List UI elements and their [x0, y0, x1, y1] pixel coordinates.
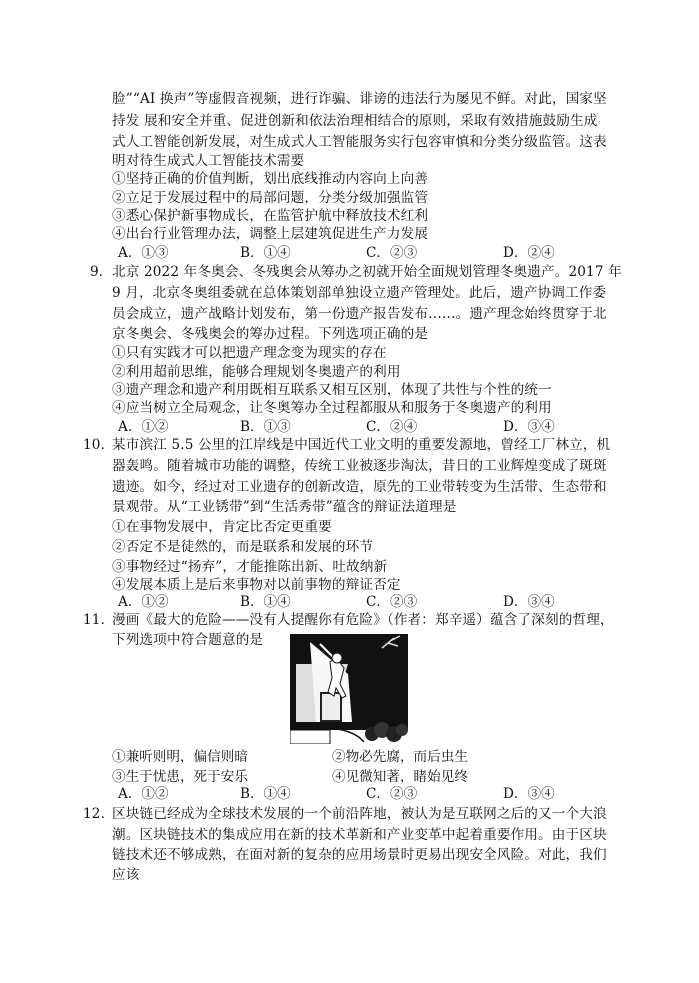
q9-item: ④应当树立全局观念，让冬奥筹办全过程都服从和服务于冬奥遗产的利用: [112, 400, 552, 416]
q8-item: ①坚持正确的价值判断，划出底线推动内容向上向善: [112, 171, 429, 187]
q11-option-a[interactable]: A．①②: [118, 786, 169, 802]
q12-stem-line: 区块链已经成为全球技术发展的一个前沿阵地，被认为是互联网之后的又一个大浪: [112, 806, 607, 822]
q8-stem-line: 明对待生成式人工智能技术需要: [112, 153, 305, 169]
q10-options: [118, 593, 578, 612]
q11-option-d[interactable]: D．③④: [503, 786, 555, 802]
q8-item: ③悉心保护新事物成长，在监管护航中释放技术红利: [112, 208, 429, 224]
q8-stem-line: 式人工智能创新发展，对生成式人工智能服务实行包容审慎和分类分级监管。这表: [112, 134, 607, 150]
q8-option-a[interactable]: A．①③: [118, 245, 169, 261]
q9-option-c[interactable]: C．②④: [366, 419, 418, 435]
q9-stem-line: 京冬奥会、冬残奥会的筹办过程。下列选项正确的是: [112, 326, 429, 342]
q11-item: ③生于忧患，死于安乐: [112, 769, 248, 785]
q9-item: ①只有实践才可以把遗产理念变为现实的存在: [112, 345, 387, 361]
q11-option-b[interactable]: B．①④: [240, 786, 291, 802]
q12-number: 12．: [83, 806, 115, 822]
q9-item: ③遗产理念和遗产利用既相互联系又相互区别，体现了共性与个性的统一: [112, 382, 552, 398]
q11-items-row-1: [112, 748, 572, 767]
q9-option-b[interactable]: B．①③: [240, 419, 291, 435]
q8-stem-line: 持发 展和安全并重、促进创新和依法治理相结合的原则，采取有效措施鼓励生成: [112, 113, 598, 129]
q9-option-a[interactable]: A．①②: [118, 419, 169, 435]
q11-stem-line: 漫画《最大的危险——没有人提醒你有危险》（作者：郑辛遥）蕴含了深刻的哲理，: [112, 612, 614, 628]
q9-stem-line: 9 月，北京冬奥组委就在总体策划部单独设立遗产管理处。此后，遗产协调工作委: [112, 285, 607, 301]
q9-number: 9．: [90, 264, 113, 280]
q9-option-d[interactable]: D．③④: [503, 419, 555, 435]
q8-stem-line: 脸”“AI 换声”等虚假音视频，进行诈骗、诽谤的违法行为屡见不鲜。对此，国家坚: [112, 91, 607, 107]
q11-item: ②物必先腐，而后虫生: [332, 749, 468, 765]
q11-item: ④见微知著，睹始见终: [332, 769, 468, 785]
q11-stem-line: 下列选项中符合题意的是: [112, 632, 264, 648]
q10-item: ④发展本质上是后来事物对以前事物的辩证否定: [112, 577, 401, 593]
q10-option-d[interactable]: D．③④: [503, 594, 555, 610]
q9-stem-line: 员会成立，遗产战略计划发布，第一份遗产报告发布……。遗产理念始终贯穿于北: [112, 306, 607, 322]
q11-options: [118, 785, 578, 804]
q12-stem-line: 应该: [112, 867, 140, 883]
q9-stem-line: 北京 2022 年冬奥会、冬残奥会从筹办之初就开始全面规划管理冬奥遗产。2017 年: [112, 264, 622, 280]
q10-item: ①在事物发展中，肯定比否定更重要: [112, 519, 332, 535]
q11-option-c[interactable]: C．②③: [366, 786, 418, 802]
q10-number: 10．: [83, 437, 115, 453]
q10-stem-line: 某市滨江 5.5 公里的江岸线是中国近代工业文明的重要发源地，曾经工厂林立，机: [112, 437, 611, 453]
q11-number: 11．: [83, 612, 115, 628]
cartoon-image: [290, 634, 408, 744]
q10-option-c[interactable]: C．②③: [366, 594, 418, 610]
q10-option-b[interactable]: B．①④: [240, 594, 291, 610]
q9-options: [118, 418, 578, 437]
q8-option-c[interactable]: C．②③: [366, 245, 418, 261]
q8-option-d[interactable]: D．②④: [503, 245, 555, 261]
q10-stem-line: 遗迹。如今，经过对工业遗存的创新改造，原先的工业带转变为生活带、生态带和: [112, 479, 607, 495]
q10-item: ②否定不是徒然的，而是联系和发展的环节: [112, 539, 374, 555]
q10-option-a[interactable]: A．①②: [118, 594, 169, 610]
q8-options: [118, 244, 578, 263]
q10-item: ③事物经过“扬弃”，才能推陈出新、吐故纳新: [112, 559, 388, 575]
q8-option-b[interactable]: B．①④: [240, 245, 291, 261]
q9-item: ②利用超前思维，能够合理规划冬奥遗产的利用: [112, 364, 401, 380]
q10-stem-line: 器轰鸣。随着城市功能的调整，传统工业被逐步淘汰，昔日的工业辉煌变成了斑斑: [112, 458, 607, 474]
q12-stem-line: 潮。区块链技术的集成应用在新的技术革新和产业变革中起着重要作用。由于区块: [112, 827, 607, 843]
q8-item: ④出台行业管理办法，调整上层建筑促进生产力发展: [112, 226, 429, 242]
q11-item: ①兼听则明，偏信则暗: [112, 749, 248, 765]
q10-stem-line: 景观带。从“工业锈带”到“生活秀带”蕴含的辩证法道理是: [112, 499, 457, 515]
q8-item: ②立足于发展过程中的局部问题，分类分级加强监管: [112, 190, 429, 206]
q12-stem-line: 链技术还不够成熟，在面对新的复杂的应用场景时更易出现安全风险。对此，我们: [112, 847, 607, 863]
